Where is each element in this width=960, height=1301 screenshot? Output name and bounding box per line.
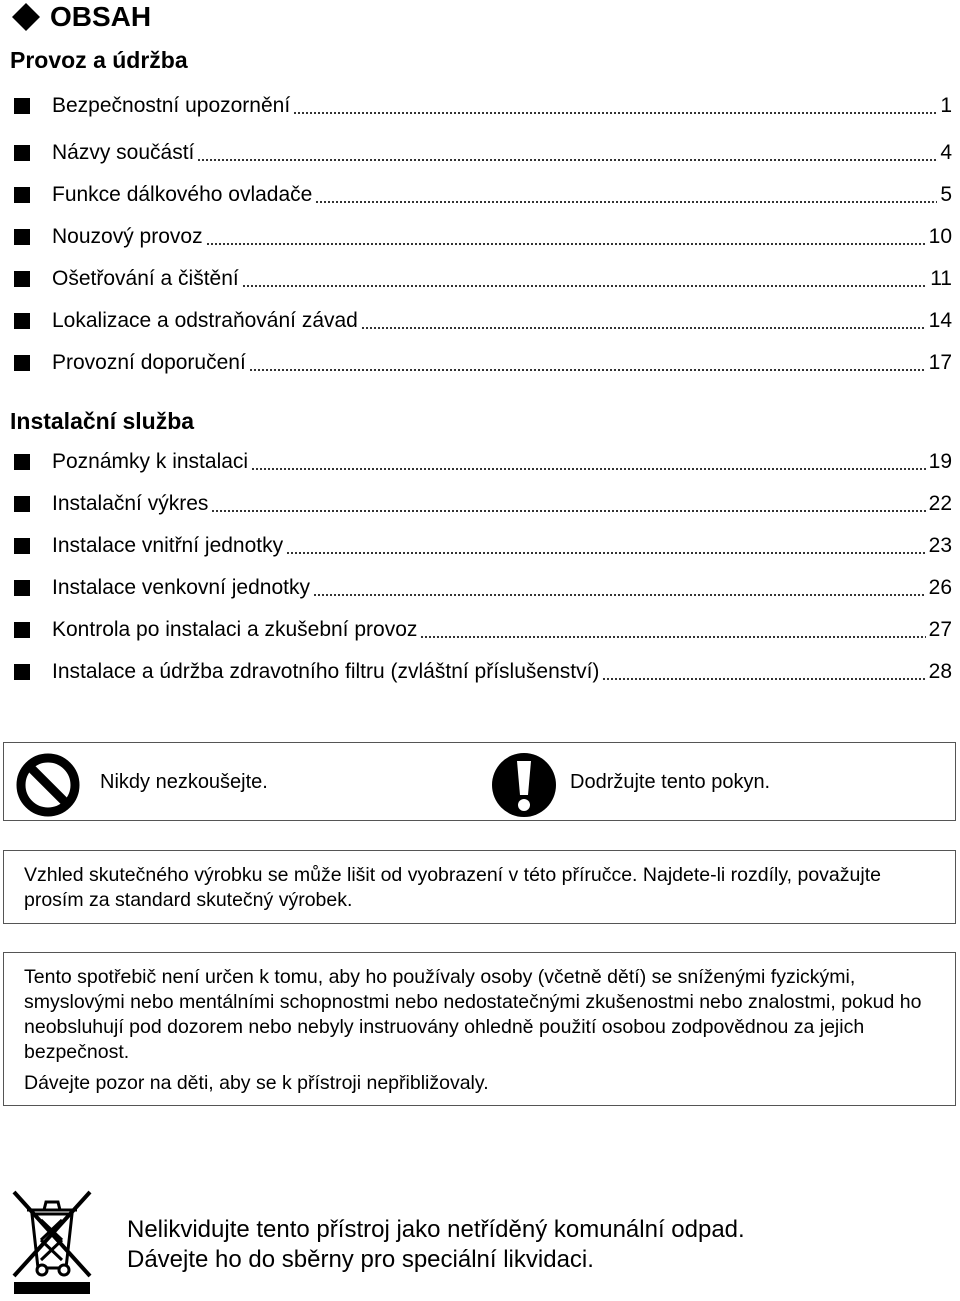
toc-entry[interactable] [14, 180, 952, 210]
toc-entry-label: Ošetřování a čištění [52, 267, 239, 290]
dot-leader [211, 510, 925, 512]
toc-entry-page: 27 [928, 618, 952, 641]
dot-leader [286, 552, 926, 554]
safety-note [3, 952, 956, 1106]
toc-entry[interactable] [14, 222, 952, 252]
toc-entry-page: 28 [928, 660, 952, 683]
square-bullet-icon [14, 98, 30, 114]
toc-entry-label: Názvy součástí [52, 141, 195, 164]
square-bullet-icon [14, 496, 30, 512]
toc-entry-label: Nouzový provoz [52, 225, 203, 248]
prohibited-caption: Nikdy nezkoušejte. [100, 771, 268, 793]
dot-leader [313, 594, 926, 596]
page-title [10, 0, 151, 34]
dot-leader [315, 201, 937, 203]
toc-entry-page: 1 [940, 94, 952, 117]
prohibited-icon [13, 751, 83, 819]
disposal-line-1: Nelikvidujte tento přístroj jako netříděný komunální odpad. [127, 1216, 745, 1243]
square-bullet-icon [14, 622, 30, 638]
toc-entry-page: 23 [928, 534, 952, 557]
disposal-line-2: Dávejte ho do sběrny pro speciální likvidaci. [127, 1246, 594, 1273]
toc-entry-label: Kontrola po instalaci a zkušební provoz [52, 618, 418, 641]
toc-entry-page: 22 [928, 492, 952, 515]
toc-entry[interactable] [14, 306, 952, 336]
dot-leader [602, 678, 925, 680]
dot-leader [361, 327, 926, 329]
toc-entry[interactable] [14, 489, 952, 519]
dot-leader [293, 112, 937, 114]
dot-leader [420, 636, 925, 638]
toc-entry-label: Bezpečnostní upozornění [52, 94, 291, 117]
toc-entry-page: 11 [930, 267, 952, 290]
toc-entry-label: Poznámky k instalaci [52, 450, 249, 473]
square-bullet-icon [14, 271, 30, 287]
toc-entry-page: 26 [928, 576, 952, 599]
square-bullet-icon [14, 229, 30, 245]
toc-entry-label: Instalační výkres [52, 492, 209, 515]
section-heading-operation: Provoz a údržba [10, 47, 188, 73]
toc-entry-page: 5 [940, 183, 952, 206]
mandatory-caption: Dodržujte tento pokyn. [570, 771, 771, 793]
toc-entry-page: 4 [940, 141, 952, 164]
toc-entry[interactable] [14, 138, 952, 168]
diamond-icon [10, 1, 42, 33]
toc-entry[interactable] [14, 657, 952, 687]
square-bullet-icon [14, 664, 30, 680]
toc-entry-label: Instalace vnitřní jednotky [52, 534, 284, 557]
toc-entry-label: Instalace venkovní jednotky [52, 576, 310, 599]
square-bullet-icon [14, 538, 30, 554]
toc-entry[interactable] [14, 91, 952, 121]
page-title-text: OBSAH [50, 1, 152, 32]
exclamation-icon [489, 751, 559, 819]
square-bullet-icon [14, 313, 30, 329]
disposal-instructions [127, 1215, 745, 1275]
section-heading-installation: Instalační služba [10, 408, 195, 434]
dot-leader [242, 285, 927, 287]
toc-entry-page: 17 [928, 351, 952, 374]
dot-leader [197, 159, 937, 161]
toc-entry-page: 14 [928, 309, 952, 332]
dot-leader [251, 468, 926, 470]
square-bullet-icon [14, 187, 30, 203]
symbols-legend [3, 742, 956, 821]
square-bullet-icon [14, 145, 30, 161]
square-bullet-icon [14, 355, 30, 371]
square-bullet-icon [14, 454, 30, 470]
appearance-note: Vzhled skutečného výrobku se může lišit od vyobrazení v této příručce. Najdete-li rozdíly, považujte prosím za standard skutečný výrobek. [3, 850, 956, 924]
toc-entry[interactable] [14, 573, 952, 603]
toc-entry[interactable] [14, 348, 952, 378]
toc-entry-label: Instalace a údržba zdravotního filtru (zvláštní příslušenství) [52, 660, 600, 683]
toc-entry-label: Funkce dálkového ovladače [52, 183, 313, 206]
toc-entry[interactable] [14, 531, 952, 561]
safety-paragraph: Tento spotřebič není určen k tomu, aby ho používaly osoby (včetně dětí) se sníženými fyzickými, smyslovými nebo mentálními schopnostmi nebo nedostatečnými zkušenostmi nebo znalostmi, pokud ho neobsluhují pod dozorem nebo nebyly instruovány ohledně použití osobou zodpovědnou za jejich bezpečnost. [24, 966, 922, 1063]
toc-entry-page: 19 [928, 450, 952, 473]
toc-entry-label: Lokalizace a odstraňování závad [52, 309, 358, 332]
toc-entry-page: 10 [928, 225, 952, 248]
children-warning: Dávejte pozor na děti, aby se k přístroji nepřibližovaly. [24, 1072, 489, 1094]
dot-leader [206, 243, 926, 245]
crossed-out-bin-icon [10, 1188, 94, 1296]
square-bullet-icon [14, 580, 30, 596]
toc-entry[interactable] [14, 615, 952, 645]
toc-entry[interactable] [14, 264, 952, 294]
dot-leader [249, 369, 926, 371]
toc-entry[interactable] [14, 447, 952, 477]
toc-entry-label: Provozní doporučení [52, 351, 246, 374]
